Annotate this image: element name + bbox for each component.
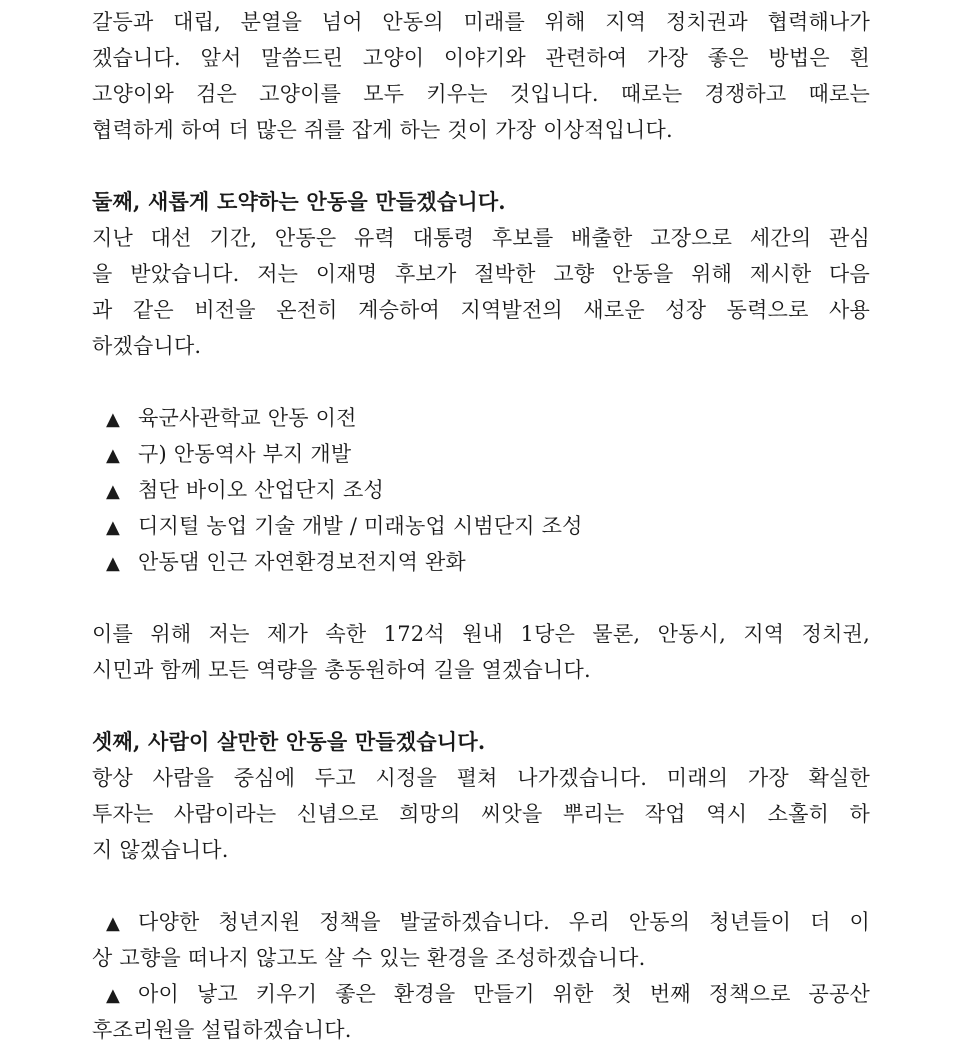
triangle-bullet-icon: ▲ [106, 913, 121, 934]
list-item-text: 육군사관학교 안동 이전 [138, 406, 357, 430]
paragraph-line: 지 않겠습니다. [92, 838, 229, 862]
section-heading: 둘째, 새롭게 도약하는 안동을 만들겠습니다. [92, 189, 506, 214]
list-item-continuation: 후조리원을 설립하겠습니다. [92, 1018, 352, 1042]
list-item [92, 976, 870, 1012]
paragraph-line: 하겠습니다. [92, 334, 202, 358]
intro-paragraph [92, 4, 870, 148]
paragraph-line: 항상 사람을 중심에 두고 시정을 펼쳐 나가겠습니다. 미래의 가장 확실한 [92, 766, 870, 790]
triangle-bullet-icon: ▲ [106, 517, 121, 538]
section-heading: 셋째, 사람이 살만한 안동을 만들겠습니다. [92, 729, 486, 754]
vision-bullet-list [92, 400, 870, 580]
list-item [92, 436, 870, 472]
triangle-bullet-icon: ▲ [106, 409, 121, 430]
list-item-continuation: 상 고향을 떠나지 않고도 살 수 있는 환경을 조성하겠습니다. [92, 946, 646, 970]
paragraph-line: 이를 위해 저는 제가 속한 172석 원내 1당은 물론, 안동시, 지역 정치권, [92, 622, 870, 646]
paragraph-line: 을 받았습니다. 저는 이재명 후보가 절박한 고향 안동을 위해 제시한 다음 [92, 262, 870, 286]
list-item-text: 첨단 바이오 산업단지 조성 [138, 478, 384, 502]
list-item-text: 디지털 농업 기술 개발 / 미래농업 시범단지 조성 [138, 514, 583, 538]
list-item-text: 안동댐 인근 자연환경보전지역 완화 [138, 550, 466, 574]
paragraph-line: 협력하게 하여 더 많은 쥐를 잡게 하는 것이 가장 이상적입니다. [92, 118, 673, 142]
list-item [92, 400, 870, 436]
section-three [92, 724, 870, 1048]
section-two [92, 184, 870, 688]
list-item-text: 구) 안동역사 부지 개발 [138, 442, 352, 466]
paragraph-line: 과 같은 비전을 온전히 계승하여 지역발전의 새로운 성장 동력으로 사용 [92, 298, 870, 322]
list-item-text: 다양한 청년지원 정책을 발굴하겠습니다. 우리 안동의 청년들이 더 이 [138, 910, 870, 934]
paragraph-line: 겠습니다. 앞서 말씀드린 고양이 이야기와 관련하여 가장 좋은 방법은 흰 [92, 46, 870, 70]
list-item [92, 472, 870, 508]
triangle-bullet-icon: ▲ [106, 985, 121, 1006]
paragraph-line: 시민과 함께 모든 역량을 총동원하여 길을 열겠습니다. [92, 658, 591, 682]
paragraph-line: 투자는 사람이라는 신념으로 희망의 씨앗을 뿌리는 작업 역시 소홀히 하 [92, 802, 870, 826]
paragraph-line: 고양이와 검은 고양이를 모두 키우는 것입니다. 때로는 경쟁하고 때로는 [92, 82, 870, 106]
triangle-bullet-icon: ▲ [106, 553, 121, 574]
paragraph-line: 갈등과 대립, 분열을 넘어 안동의 미래를 위해 지역 정치권과 협력해나가 [92, 10, 870, 34]
list-item [92, 508, 870, 544]
policy-bullet-list [92, 904, 870, 1048]
document-page [92, 4, 870, 1048]
list-item [92, 544, 870, 580]
triangle-bullet-icon: ▲ [106, 481, 121, 502]
triangle-bullet-icon: ▲ [106, 445, 121, 466]
list-item-text: 아이 낳고 키우기 좋은 환경을 만들기 위한 첫 번째 정책으로 공공산 [138, 982, 870, 1006]
list-item [92, 904, 870, 940]
paragraph-line: 지난 대선 기간, 안동은 유력 대통령 후보를 배출한 고장으로 세간의 관심 [92, 226, 870, 250]
